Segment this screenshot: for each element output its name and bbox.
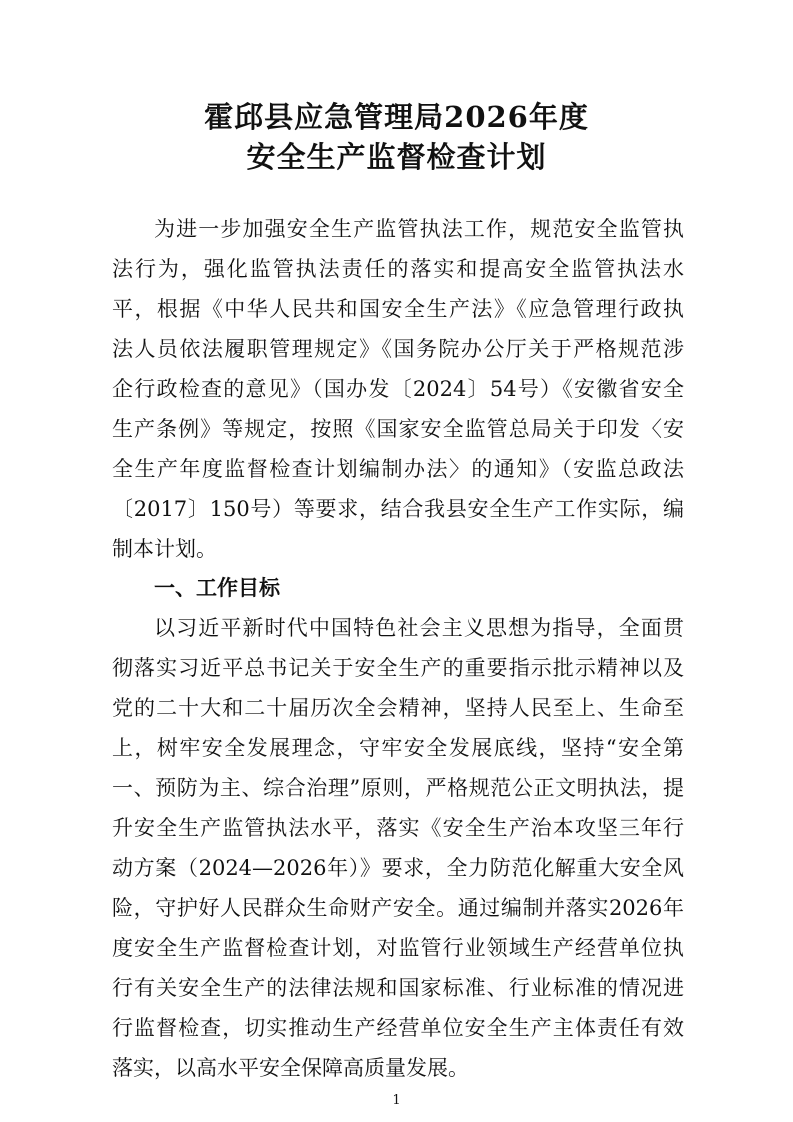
section-paragraph-line: 险，守护好人民群众生命财产安全。通过编制并落实2026年 <box>112 896 684 920</box>
section-paragraph-line: 升安全生产监管执法水平，落实《安全生产治本攻坚三年行 <box>112 816 684 840</box>
intro-paragraph-line: 法行为，强化监管执法责任的落实和提高安全监管执法水 <box>112 257 684 281</box>
page-number: 1 <box>392 1093 401 1108</box>
section-paragraph-line: 以习近平新时代中国特色社会主义思想为指导，全面贯 <box>154 616 684 640</box>
intro-paragraph-line: 制本计划。 <box>112 537 217 561</box>
intro-paragraph-line: 〔2017〕150号）等要求，结合我县安全生产工作实际，编 <box>112 497 684 521</box>
intro-paragraph-line: 为进一步加强安全生产监管执法工作，规范安全监管执 <box>154 217 684 241</box>
section-paragraph-line: 行监督检查，切实推动生产经营单位安全生产主体责任有效 <box>112 1016 684 1040</box>
intro-paragraph-line: 全生产年度监督检查计划编制办法〉的通知》（安监总政法 <box>112 457 684 481</box>
section-paragraph-line: 党的二十大和二十届历次全会精神，坚持人民至上、生命至 <box>112 696 684 720</box>
intro-paragraph-line: 平，根据《中华人民共和国安全生产法》《应急管理行政执 <box>112 297 684 321</box>
section-paragraph-line: 行有关安全生产的法律法规和国家标准、行业标准的情况进 <box>112 976 684 1000</box>
section-paragraph-line: 动方案（2024—2026年）》要求，全力防范化解重大安全风 <box>112 856 684 880</box>
section-paragraph-line: 一、预防为主、综合治理”原则，严格规范公正文明执法，提 <box>112 776 684 800</box>
intro-paragraph-line: 法人员依法履职管理规定》《国务院办公厅关于严格规范涉 <box>112 337 684 361</box>
intro-paragraph-line: 企行政检查的意见》（国办发〔2024〕54号）《安徽省安全 <box>112 377 684 401</box>
section-paragraph-line: 落实，以高水平安全保障高质量发展。 <box>112 1056 469 1080</box>
section-paragraph-line: 上，树牢安全发展理念，守牢安全发展底线，坚持“安全第 <box>112 736 684 760</box>
intro-paragraph-line: 生产条例》等规定，按照《国家安全监管总局关于印发〈安 <box>112 417 684 441</box>
document-title-line-1: 霍邱县应急管理局2026年度 <box>204 100 589 134</box>
section-paragraph-line: 彻落实习近平总书记关于安全生产的重要指示批示精神以及 <box>112 656 684 680</box>
section-paragraph-line: 度安全生产监督检查计划，对监管行业领域生产经营单位执 <box>112 936 684 960</box>
section-heading-work-goals: 一、工作目标 <box>154 575 280 600</box>
document-title-line-2: 安全生产监督检查计划 <box>246 140 547 174</box>
